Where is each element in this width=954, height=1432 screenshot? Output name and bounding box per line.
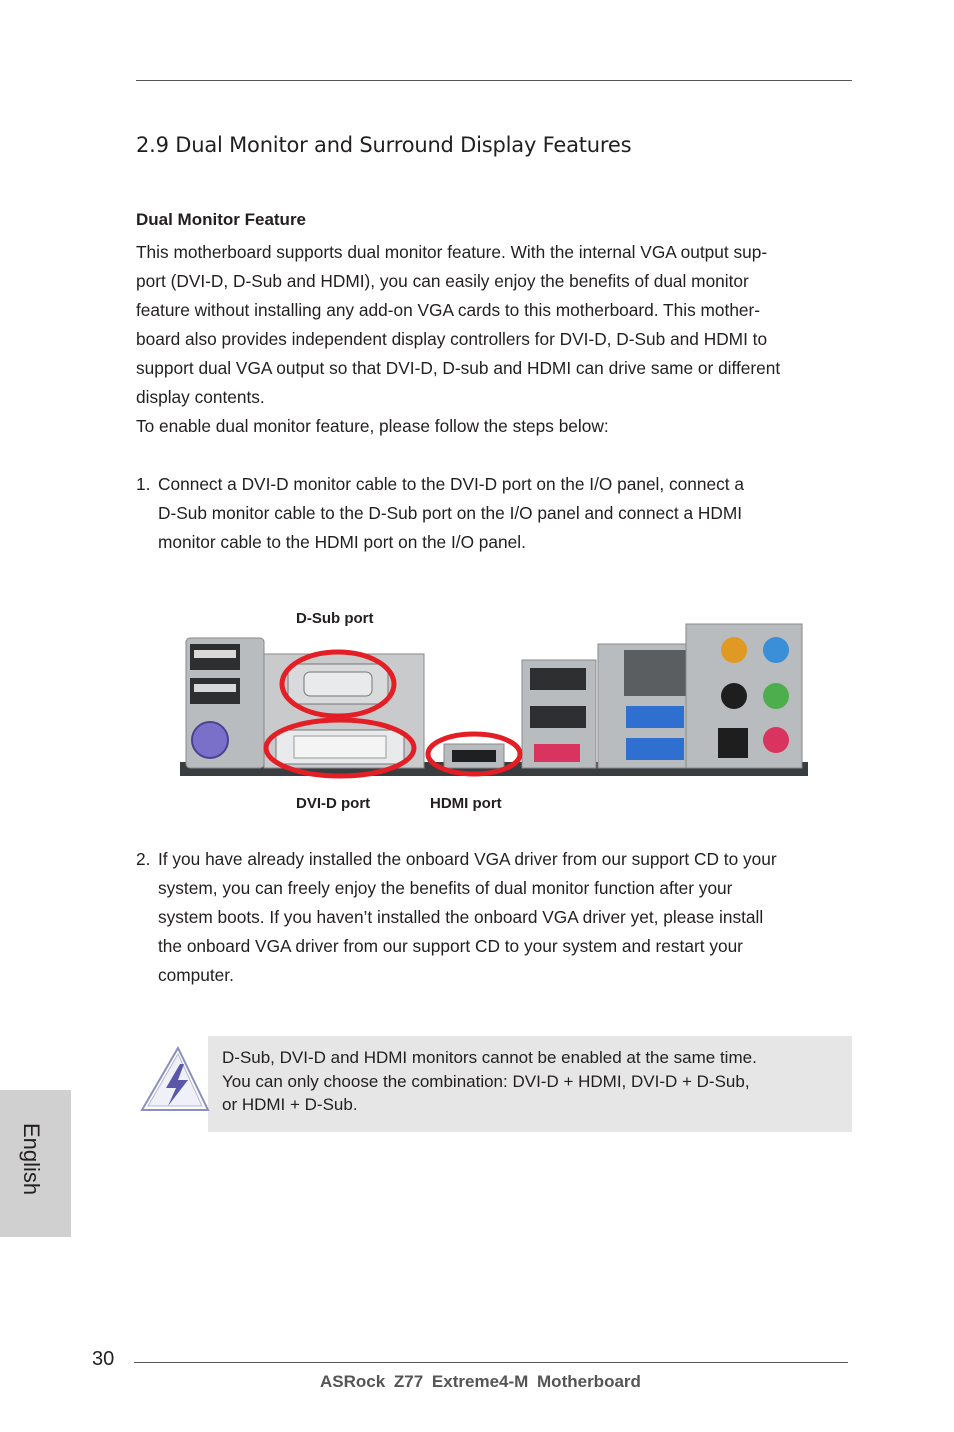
paragraph-line: port (DVI-D, D-Sub and HDMI), you can easily enjoy the benefits of dual monitor bbox=[136, 271, 749, 291]
step-1 bbox=[136, 470, 856, 557]
note-line: D-Sub, DVI-D and HDMI monitors cannot be enabled at the same time. bbox=[222, 1048, 757, 1067]
language-tab-label: English bbox=[19, 1123, 44, 1196]
step-number: 1. bbox=[136, 474, 151, 494]
step-line: computer. bbox=[158, 965, 234, 985]
note-line: or HDMI + D-Sub. bbox=[222, 1095, 358, 1114]
hdmi-port-label: HDMI port bbox=[430, 795, 502, 812]
footer-product: ASRock Z77 Extreme4-M Motherboard bbox=[320, 1372, 641, 1391]
section-title: 2.9 Dual Monitor and Surround Display Features bbox=[136, 133, 632, 157]
step-line: system boots. If you haven’t installed the onboard VGA driver yet, please install bbox=[158, 907, 764, 927]
paragraph-line: feature without installing any add-on VGA cards to this motherboard. This mother- bbox=[136, 300, 761, 320]
dual-monitor-paragraph bbox=[136, 238, 856, 441]
bottom-rule bbox=[134, 1362, 848, 1363]
note-text bbox=[222, 1046, 842, 1117]
dual-monitor-heading: Dual Monitor Feature bbox=[136, 210, 307, 229]
audio-jacks bbox=[686, 624, 802, 768]
note-line: You can only choose the combination: DVI-D + HDMI, DVI-D + D-Sub, bbox=[222, 1071, 750, 1091]
step-line: D-Sub monitor cable to the D-Sub port on the I/O panel and connect a HDMI bbox=[158, 503, 743, 523]
usb-ps2-stack bbox=[186, 638, 264, 768]
paragraph-line: support dual VGA output so that DVI-D, D-sub and HDMI can drive same or different bbox=[136, 358, 781, 378]
paragraph-line: To enable dual monitor feature, please follow the steps below: bbox=[136, 416, 609, 436]
warning-lightning-icon bbox=[138, 1046, 210, 1112]
top-rule bbox=[136, 80, 852, 81]
dvid-port-label: DVI-D port bbox=[296, 795, 371, 812]
usb-esata-stack bbox=[522, 660, 596, 768]
page-number: 30 bbox=[92, 1348, 115, 1370]
step-line: If you have already installed the onboard VGA driver from our support CD to your bbox=[158, 849, 777, 869]
step-2 bbox=[136, 845, 856, 990]
lan-usb3-stack bbox=[598, 644, 690, 768]
hdmi-connector bbox=[444, 744, 504, 768]
io-panel-figure bbox=[178, 620, 810, 780]
dsub-port-label: D-Sub port bbox=[296, 610, 374, 627]
step-line: Connect a DVI-D monitor cable to the DVI-D port on the I/O panel, connect a bbox=[158, 474, 744, 494]
step-number: 2. bbox=[136, 849, 151, 869]
paragraph-line: This motherboard supports dual monitor feature. With the internal VGA output sup- bbox=[136, 242, 768, 262]
step-line: the onboard VGA driver from our support CD to your system and restart your bbox=[158, 936, 743, 956]
step-line: system, you can freely enjoy the benefits of dual monitor function after your bbox=[158, 878, 733, 898]
paragraph-line: display contents. bbox=[136, 387, 265, 407]
paragraph-line: board also provides independent display controllers for DVI-D, D-Sub and HDMI to bbox=[136, 329, 768, 349]
step-line: monitor cable to the HDMI port on the I/O panel. bbox=[158, 532, 526, 552]
